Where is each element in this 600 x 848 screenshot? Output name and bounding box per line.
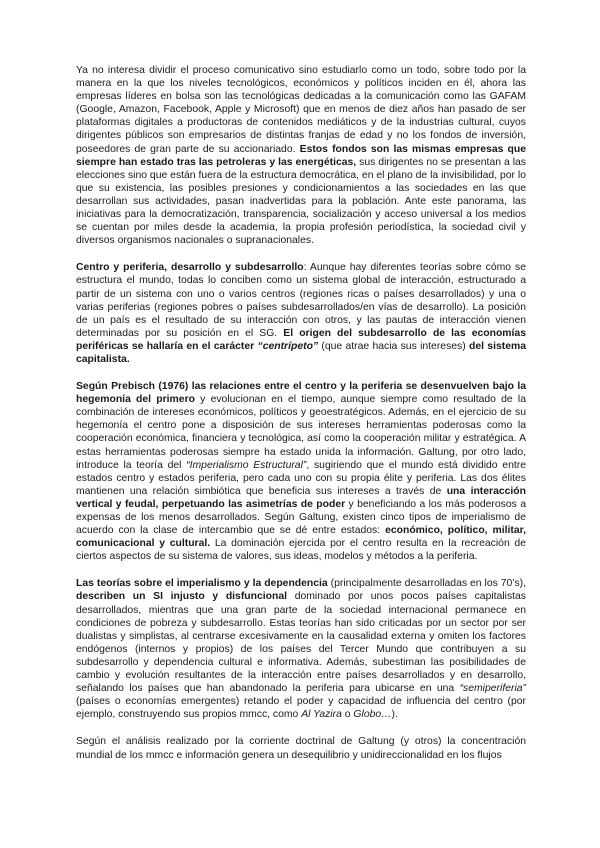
text-span: Según el análisis realizado por la corriente doctrinal de Galtung (y otros) la concentración mundial de los mmcc e información genera un desequilibrio y unidireccionalidad en los flujos xyxy=(76,736,526,761)
text-span: (que atrae hacia sus intereses) xyxy=(318,340,469,352)
paragraph-1 xyxy=(76,64,526,247)
text-span: Al Yazira xyxy=(301,709,342,721)
text-span: Centro y periferia, desarrollo y subdesarrollo xyxy=(76,262,304,274)
text-span: una interacción vertical y feudal, perpetuando las asimetrías de poder xyxy=(76,485,527,510)
paragraph-5 xyxy=(76,735,526,761)
text-span: del sistema capitalista. xyxy=(76,340,527,365)
paragraph-4 xyxy=(76,577,526,721)
text-span: , sugiriendo que el mundo está dividido entre estados centro y estados periferia, pero cada uno con su propia élite y periferia. Las dos élites mantienen una relación simbiótica que beneficia sus intereses a través de xyxy=(76,459,526,497)
text-span: sus dirigentes no se presentan a las elecciones sino que están fuera de la estructura democrática, en el plano de la invisibilidad, por lo que su existencia, las posibles presiones y condicionamientos a las sociedades en las que desarrollan sus actividades, pasan inadvertidas para la población. Ante este panorama, las iniciativas para la democratización, transparencia, socialización y acceso universal a los medios se cuentan por miles desde la academia, la propia profesión periodística, la sociedad civil y diversos organismos nacionales o supranacionales. xyxy=(76,156,526,247)
text-span: (países o economías emergentes) retando el poder y capacidad de influencia del centro (por ejemplo, construyendo sus propios mmcc, como xyxy=(76,696,526,721)
text-span: Ya no interesa dividir el proceso comunicativo sino estudiarlo como un todo, sobre todo por la manera en la que los niveles tecnológicos, económicos y políticos inciden en él, ahora las empresas líderes en bolsa son las tecnológicas dedicadas a la comunicación como las GAFAM (Google, Amazon, Facebook, Apple y Microsoft) que en menos de diez años han pasado de ser plataformas digitales a productoras de contenidos mediáticos y de la industrias cultural, cuyos dirigentes públicos son empresarios de distintas franjas de edad y no los fondos de inversión, poseedores de gran parte de su accionariado. xyxy=(76,65,526,155)
document-page xyxy=(76,64,526,762)
text-span: “semiperiferia” xyxy=(459,683,526,695)
text-span: Estos fondos son las mismas empresas que siempre han estado tras las petroleras y las energéticas, xyxy=(76,143,526,168)
text-span: y evolucionan en el tiempo, aunque siempre como resultado de la combinación de intereses económicos, políticos y geoestratégicos. Además, en el ejercicio de su hegemonía el centro pone a disposición de sus intereses herramientas poderosas como la cooperación económica, financiera y tecnológica, así como la cooperación militar y estratégica. A estas herramientas poderosas siempre ha estado unida la información. Galtung, por otro lado, introduce la teoría del xyxy=(76,394,527,471)
paragraph-3 xyxy=(76,380,526,563)
text-span: y beneficiando a los más poderosos a expensas de los menos desarrollados. Según Galtung, existen cinco tipos de imperialismo de acuerdo con la clase de intercambio que se dé entre estados: xyxy=(76,498,526,537)
text-span: describen un SI injusto y disfuncional xyxy=(76,591,288,603)
text-span: ). xyxy=(391,709,398,721)
text-span: “centrípeto” xyxy=(257,340,319,352)
text-span: Las teorías sobre el imperialismo y la dependencia xyxy=(76,578,328,590)
text-span: : Aunque hay diferentes teorías sobre cómo se estructura el mundo, todas lo conciben como un sistema global de interacción, estructurado a partir de un sistema con uno o varios centros (regiones ricas o países desarrollados) y una o varias periferias (regiones pobres o países subdesarrollados/en vías de desarrollo). La posición de un país es el resultado de su interacción con otros, y las pautas de interacción vienen determinadas por su posición en el SG. xyxy=(76,262,526,339)
text-span: dominado por unos pocos países capitalistas desarrollados, mientras que una gran parte de la sociedad internacional permanece en condiciones de pobreza y subdesarrollo. Estas teorías han sido criticadas por un sector por ser dualistas y simplistas, al centrarse excesivamente en la causalidad externa y omiten los factores endógenos (internos y propios) de los países del Tercer Mundo que contribuyen a su subdesarrollo y dependencia cultural e informativa. Además, subestiman las posibilidades de cambio y evolución resultantes de la interacción entre países desarrollados y en desarrollo, señalando los países que han abandonado la periferia para ubicarse en una xyxy=(76,591,527,695)
text-span: “Imperialismo Estructural” xyxy=(186,459,307,471)
text-span: Globo… xyxy=(353,709,392,721)
text-span: económico, político, militar, comunicacional y cultural. xyxy=(76,525,526,550)
text-span: (principalmente desarrolladas en los 70’s), xyxy=(327,578,526,590)
text-span: El origen del subdesarrollo de las economías periféricas se hallaría en el carácter xyxy=(76,327,526,352)
text-span: o xyxy=(341,709,354,721)
text-span: Según Prebisch (1976) las relaciones entre el centro y la periferia se desenvuelven bajo la hegemonía del primero xyxy=(76,381,526,406)
text-span: La dominación ejercida por el centro resulta en la recreación de ciertos aspectos de su sistema de valores, sus ideas, modelos y métodos a la periferia. xyxy=(76,538,526,563)
paragraph-2 xyxy=(76,261,526,366)
